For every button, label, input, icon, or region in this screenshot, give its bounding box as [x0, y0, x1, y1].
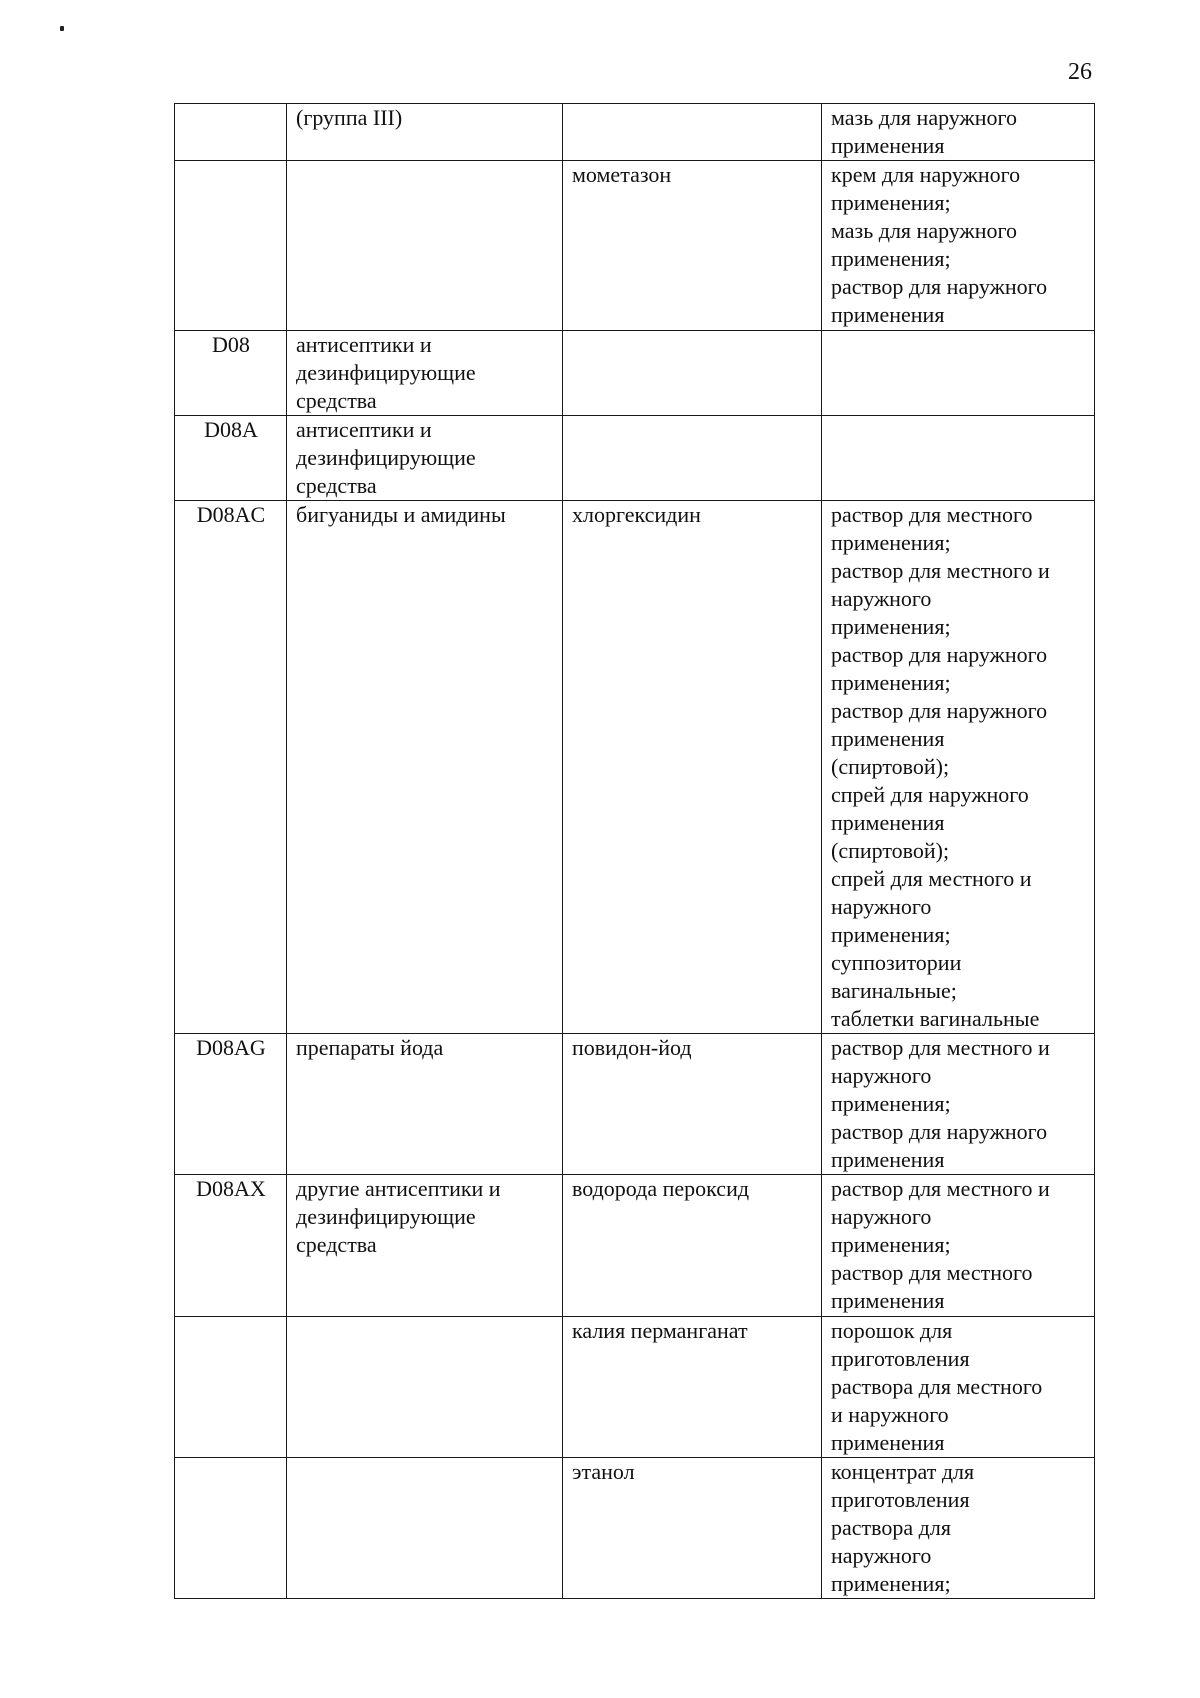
table-row	[175, 1034, 1095, 1175]
dosage-form-cell: мазь для наружного применения	[822, 104, 1095, 161]
group-cell: антисептики и дезинфицирующие средства	[287, 416, 563, 501]
drug-cell: водорода пероксид	[563, 1175, 822, 1317]
drug-cell: этанол	[563, 1458, 822, 1599]
scan-artifact-dot	[60, 26, 64, 31]
atc-code-cell: D08AX	[175, 1175, 287, 1317]
group-cell: другие антисептики и дезинфицирующие средства	[287, 1175, 563, 1317]
drug-cell: хлоргексидин	[563, 501, 822, 1034]
group-cell	[287, 1317, 563, 1458]
group-cell: (группа III)	[287, 104, 563, 161]
table-row	[175, 1458, 1095, 1599]
table-row	[175, 1317, 1095, 1458]
atc-code-cell: D08AC	[175, 501, 287, 1034]
atc-code-cell	[175, 104, 287, 161]
page-number: 26	[1068, 59, 1092, 85]
dosage-form-cell: крем для наружного применения; мазь для наружного применения; раствор для наружного применения	[822, 161, 1095, 331]
atc-code-cell	[175, 1317, 287, 1458]
table-row	[175, 104, 1095, 161]
table-row	[175, 1175, 1095, 1317]
atc-code-cell	[175, 1458, 287, 1599]
atc-code-cell: D08	[175, 331, 287, 416]
drug-cell: повидон-йод	[563, 1034, 822, 1175]
dosage-form-cell: порошок для приготовления раствора для местного и наружного применения	[822, 1317, 1095, 1458]
drug-table	[174, 103, 1095, 1599]
group-cell	[287, 1458, 563, 1599]
table-row	[175, 501, 1095, 1034]
atc-code-cell	[175, 161, 287, 331]
dosage-form-cell	[822, 331, 1095, 416]
drug-cell: калия перманганат	[563, 1317, 822, 1458]
dosage-form-cell: раствор для местного и наружного применения; раствор для местного применения	[822, 1175, 1095, 1317]
drug-cell: мометазон	[563, 161, 822, 331]
group-cell: антисептики и дезинфицирующие средства	[287, 331, 563, 416]
table-row	[175, 331, 1095, 416]
drug-cell	[563, 104, 822, 161]
dosage-form-cell: раствор для местного и наружного применения; раствор для наружного применения	[822, 1034, 1095, 1175]
atc-code-cell: D08AG	[175, 1034, 287, 1175]
dosage-form-cell	[822, 416, 1095, 501]
table-row	[175, 416, 1095, 501]
group-cell: бигуаниды и амидины	[287, 501, 563, 1034]
drug-cell	[563, 331, 822, 416]
group-cell: препараты йода	[287, 1034, 563, 1175]
atc-code-cell: D08A	[175, 416, 287, 501]
dosage-form-cell: раствор для местного применения; раствор для местного и наружного применения; раствор для наружного применения; раствор для наружного применения (спиртовой); спрей для наружного применения (спиртовой); спрей для местного и наружного применения; суппозитории вагинальные; таблетки вагинальные	[822, 501, 1095, 1034]
drug-cell	[563, 416, 822, 501]
table-row	[175, 161, 1095, 331]
group-cell	[287, 161, 563, 331]
dosage-form-cell: концентрат для приготовления раствора для наружного применения;	[822, 1458, 1095, 1599]
